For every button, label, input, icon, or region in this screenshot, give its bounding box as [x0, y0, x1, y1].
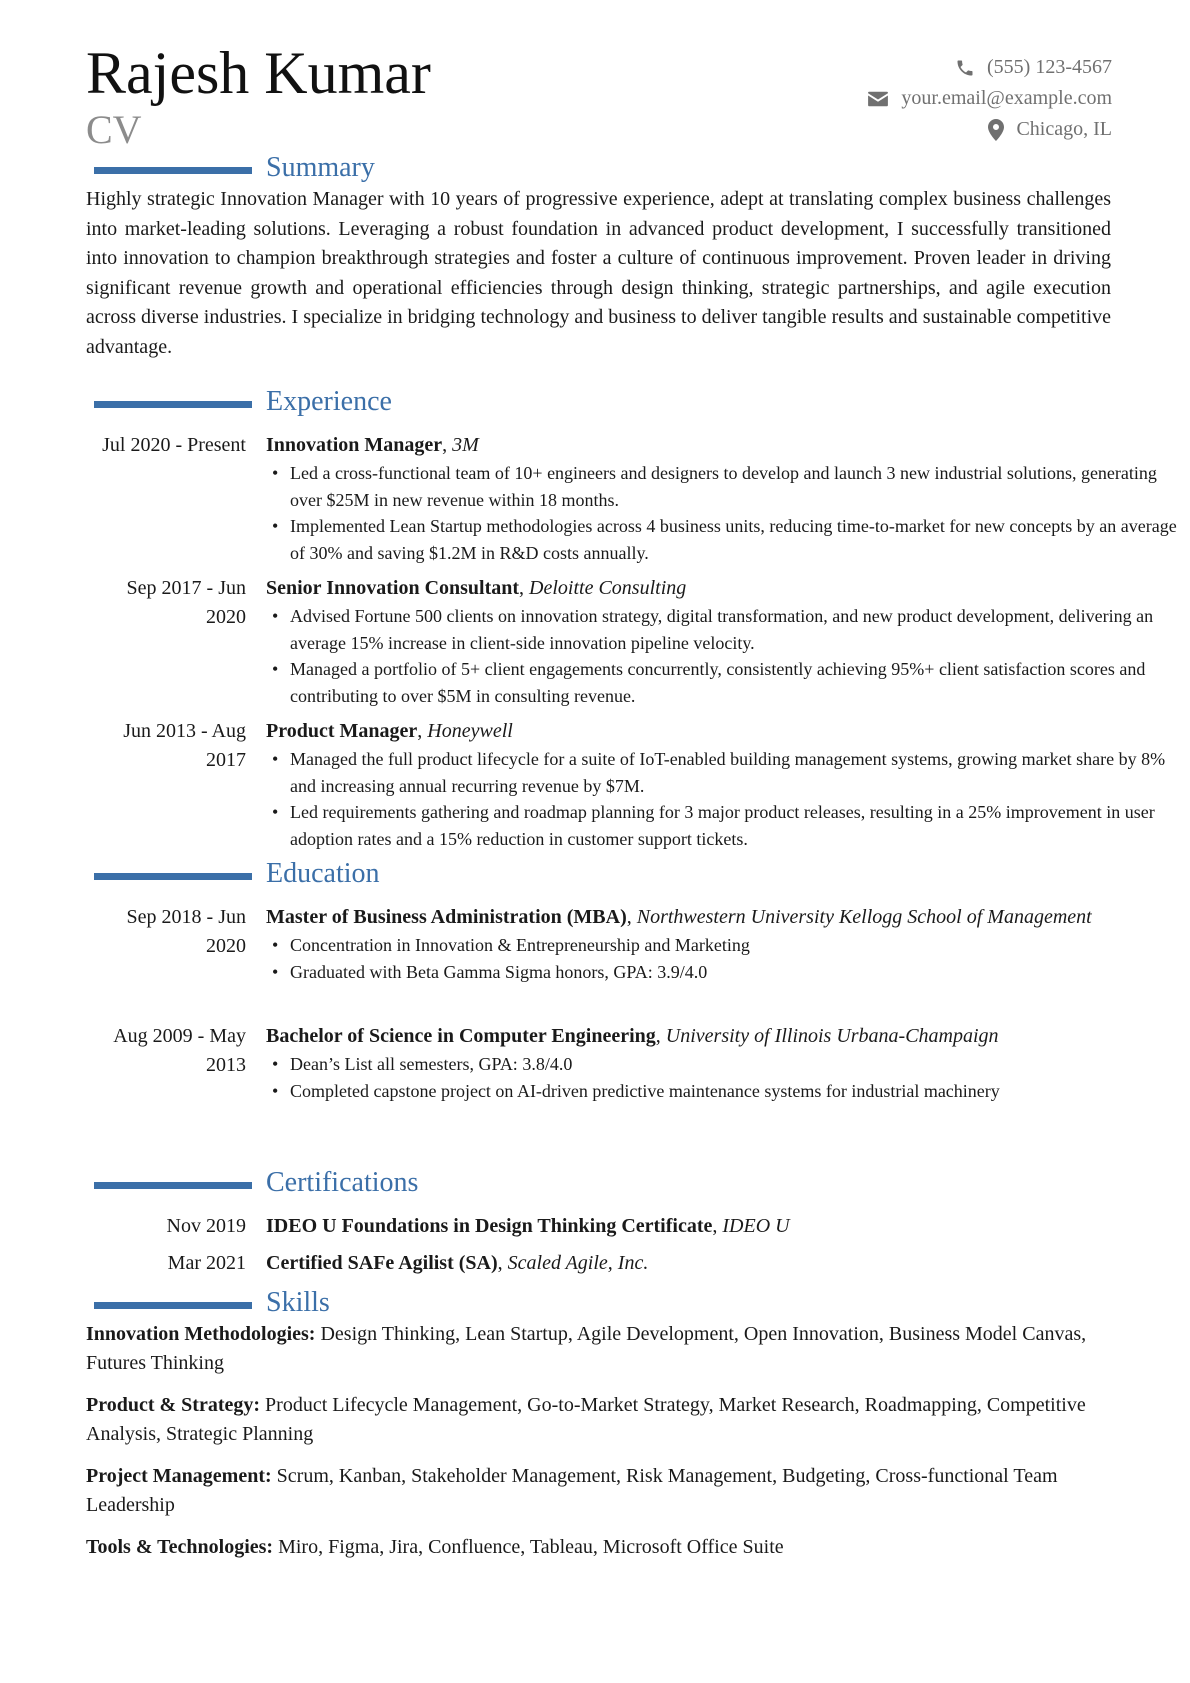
section-certifications-header: [94, 1163, 1114, 1203]
skill-label: Product & Strategy:: [86, 1394, 261, 1416]
phone-icon: [955, 58, 975, 78]
entry-date: Jul 2020 - Present: [102, 434, 246, 456]
skill-row: [86, 1462, 1116, 1520]
contact-location: [867, 114, 1112, 145]
section-title-education: Education: [266, 858, 380, 889]
entry-date: Jun 2013 - Aug 2017: [123, 720, 246, 771]
section-accent-bar: [94, 873, 252, 880]
section-accent-bar: [94, 1302, 252, 1309]
contact-email: [867, 83, 1112, 114]
bullet-item: • Managed the full product lifecycle for a suite of IoT-enabled building management systems, growing market share by 8% and increasing annual recurring revenue by $7M.: [266, 746, 1190, 799]
section-education-header: [94, 854, 1114, 894]
certification-name: IDEO U Foundations in Design Thinking Certificate: [266, 1215, 713, 1237]
skill-row: [86, 1533, 1116, 1562]
entry-role: Product Manager: [266, 720, 418, 742]
section-accent-bar: [94, 401, 252, 408]
skill-value: Design Thinking, Lean Startup, Agile Development, Open Innovation, Business Model Canvas, Futures Thinking: [86, 1323, 1087, 1374]
resume-page: Rajesh Kumar CV (555) 123-4567 your.email@example.com Chicago, IL Summary Highly strategic Innovation Manager with 10 years of progressive experience, adept at translating complex business challenges into market-leading solutions. Leveraging a robust foundation in advanced product development, I successfully transitioned into innovation to champion breakthrough strategies and foster a culture of continuous improvement. Proven leader in driving significant revenue growth and operational efficiencies through design thinking, strategic partnerships, and agile execution across diverse industries. I specialize in bridging technology and business to deliver tangible results and sustainable competitive advantage. Experience Jul 2020 - Present Innovation Manager, 3M • Led a cross-functional team of 10+ engineers and designers to develop and launch 3 new industrial solutions, generating over $25M in new revenue within 18 months. • Implemented Lean Startup methodologies across 4 business units, reducing time-to-market for new concepts by an average of 30% and saving $1.2M in R&D costs annually. Sep 2017 - Jun 2020 Senior Innovation Consultant, Deloitte Consulting • Advised Fortune 500 clients on innovation strategy, digital transformation, and new product development, delivering an average 15% increase in client-side innovation pipeline velocity. • Managed a portfolio of 5+ client engagements concurrently, consistently achieving 95%+ client satisfaction scores and contributing to over $5M in consulting revenue. Jun 2013 - Aug 2017 Product Manager, Honeywell • Managed the full product lifecycle for a suite of IoT-enabled building management systems, growing market share by 8% and increasing annual recurring revenue by $7M. • Led requirements gathering and roadmap planning for 3 major product releases, resulting in a 25% improvement in user adoption rates and a 15% reduction in customer support tickets. Education Sep 2018 - Jun 2020 Master of Business Administration (MBA), Northwestern University Kellogg School of Management • Concentration in Innovation & Entrepreneurship and Marketing • Graduated with Beta Gamma Sigma honors, GPA: 3.9/4.0 Aug 2009 - May 2013 Bachelor of Science in Computer Engineering, University of Illinois Urbana-Champaign • Dean’s List all semesters, GPA: 3.8/4.0 • Completed capstone project on AI-driven predictive maintenance systems for industrial machinery Certifications Nov 2019 IDEO U Foundations in Design Thinking Certificate, IDEO U Mar 2021 Certified SAFe Agilist (SA), Scaled Agile, Inc. Skills Innovation Methodologies: Design Thinking, Lean Startup, Agile Development, Open Innovation, Business Model Canvas, Futures Thinking Product & Strategy: Product Lifecycle Management, Go-to-Market Strategy, Market Research, Roadmapping, Competitive Analysis, Strategic Planning Project Management: Scrum, Kanban, Stakeholder Management, Risk Management, Budgeting, Cross-functional Team Leadership Tools & Technologies: Miro, Figma, Jira, Confluence, Tableau, Microsoft Office Suite: [0, 0, 1190, 1683]
section-title-summary: Summary: [266, 152, 375, 183]
envelope-icon: [867, 90, 889, 108]
skill-value: Scrum, Kanban, Stakeholder Management, Risk Management, Budgeting, Cross-functional Team Leadership: [86, 1465, 1058, 1516]
skill-value: Product Lifecycle Management, Go-to-Market Strategy, Market Research, Roadmapping, Competitive Analysis, Strategic Planning: [86, 1394, 1086, 1445]
skill-row: [86, 1391, 1116, 1449]
contact-phone: [867, 52, 1112, 83]
bullet-item: • Completed capstone project on AI-driven predictive maintenance systems for industrial machinery: [266, 1078, 1190, 1105]
document-subtitle: CV: [86, 107, 142, 152]
entry-date: Sep 2017 - Jun 2020: [126, 577, 246, 628]
location-text: Chicago, IL: [1016, 118, 1112, 140]
skill-value: Miro, Figma, Jira, Confluence, Tableau, Microsoft Office Suite: [278, 1536, 784, 1558]
entry-date: Aug 2009 - May 2013: [113, 1025, 246, 1076]
certification-issuer: IDEO U: [722, 1215, 790, 1237]
section-accent-bar: [94, 1182, 252, 1189]
map-pin-icon: [988, 119, 1004, 141]
email-link[interactable]: your.email@example.com: [901, 87, 1112, 109]
section-title-skills: Skills: [266, 1287, 330, 1318]
entry-school: University of Illinois Urbana-Champaign: [665, 1025, 999, 1047]
section-title-certifications: Certifications: [266, 1167, 419, 1198]
skills-list: [86, 1320, 1116, 1575]
entry-date: Sep 2018 - Jun 2020: [126, 906, 246, 957]
bullet-item: • Led requirements gathering and roadmap planning for 3 major product releases, resulting in a 25% improvement in user adoption rates and a 15% reduction in customer support tickets.: [266, 799, 1190, 852]
entry-school: Northwestern University Kellogg School of Management: [636, 906, 1092, 928]
entry-role: Innovation Manager: [266, 434, 443, 456]
skill-label: Innovation Methodologies:: [86, 1323, 316, 1345]
bullet-item: • Advised Fortune 500 clients on innovation strategy, digital transformation, and new product development, delivering an average 15% increase in client-side innovation pipeline velocity.: [266, 603, 1190, 656]
bullet-item: • Concentration in Innovation & Entrepreneurship and Marketing: [266, 932, 1190, 959]
phone-text: (555) 123-4567: [987, 56, 1112, 78]
certification-issuer: Scaled Agile, Inc.: [507, 1252, 649, 1274]
entry-role: Senior Innovation Consultant: [266, 577, 520, 599]
entry-org: 3M: [452, 434, 479, 456]
section-skills-header: [94, 1283, 1114, 1323]
contact-block: [867, 52, 1112, 145]
entry-degree: Bachelor of Science in Computer Engineering: [266, 1025, 656, 1047]
skill-label: Tools & Technologies:: [86, 1536, 274, 1558]
section-title-experience: Experience: [266, 386, 392, 417]
entry-org: Deloitte Consulting: [529, 577, 687, 599]
section-accent-bar: [94, 167, 252, 174]
bullet-item: • Managed a portfolio of 5+ client engagements concurrently, consistently achieving 95%+ client satisfaction scores and contributing to over $5M in consulting revenue.: [266, 656, 1190, 709]
bullet-item: • Dean’s List all semesters, GPA: 3.8/4.0: [266, 1051, 1190, 1078]
section-experience-header: [94, 382, 1114, 422]
section-summary-header: [94, 148, 1114, 188]
bullet-item: • Graduated with Beta Gamma Sigma honors, GPA: 3.9/4.0: [266, 959, 1190, 986]
skill-row: [86, 1320, 1116, 1378]
entry-degree: Master of Business Administration (MBA): [266, 906, 627, 928]
bullet-item: • Led a cross-functional team of 10+ engineers and designers to develop and launch 3 new industrial solutions, generating over $25M in new revenue within 18 months.: [266, 460, 1190, 513]
certification-name: Certified SAFe Agilist (SA): [266, 1252, 498, 1274]
skill-label: Project Management:: [86, 1465, 272, 1487]
bullet-item: • Implemented Lean Startup methodologies across 4 business units, reducing time-to-market for new concepts by an average of 30% and saving $1.2M in R&D costs annually.: [266, 513, 1190, 566]
summary-text: Highly strategic Innovation Manager with 10 years of progressive experience, adept at translating complex business challenges into market-leading solutions. Leveraging a robust foundation in advanced product development, I successfully transitioned into innovation to champion breakthrough strategies and foster a culture of continuous improvement. Proven leader in driving significant revenue growth and operational efficiencies through design thinking, strategic partnerships, and agile execution across diverse industries. I specialize in bridging technology and business to deliver tangible results and sustainable competitive advantage.: [86, 188, 1111, 358]
candidate-name: Rajesh Kumar: [86, 40, 431, 106]
entry-date: Nov 2019: [166, 1215, 246, 1237]
entry-org: Honeywell: [427, 720, 513, 742]
entry-date: Mar 2021: [167, 1252, 246, 1274]
